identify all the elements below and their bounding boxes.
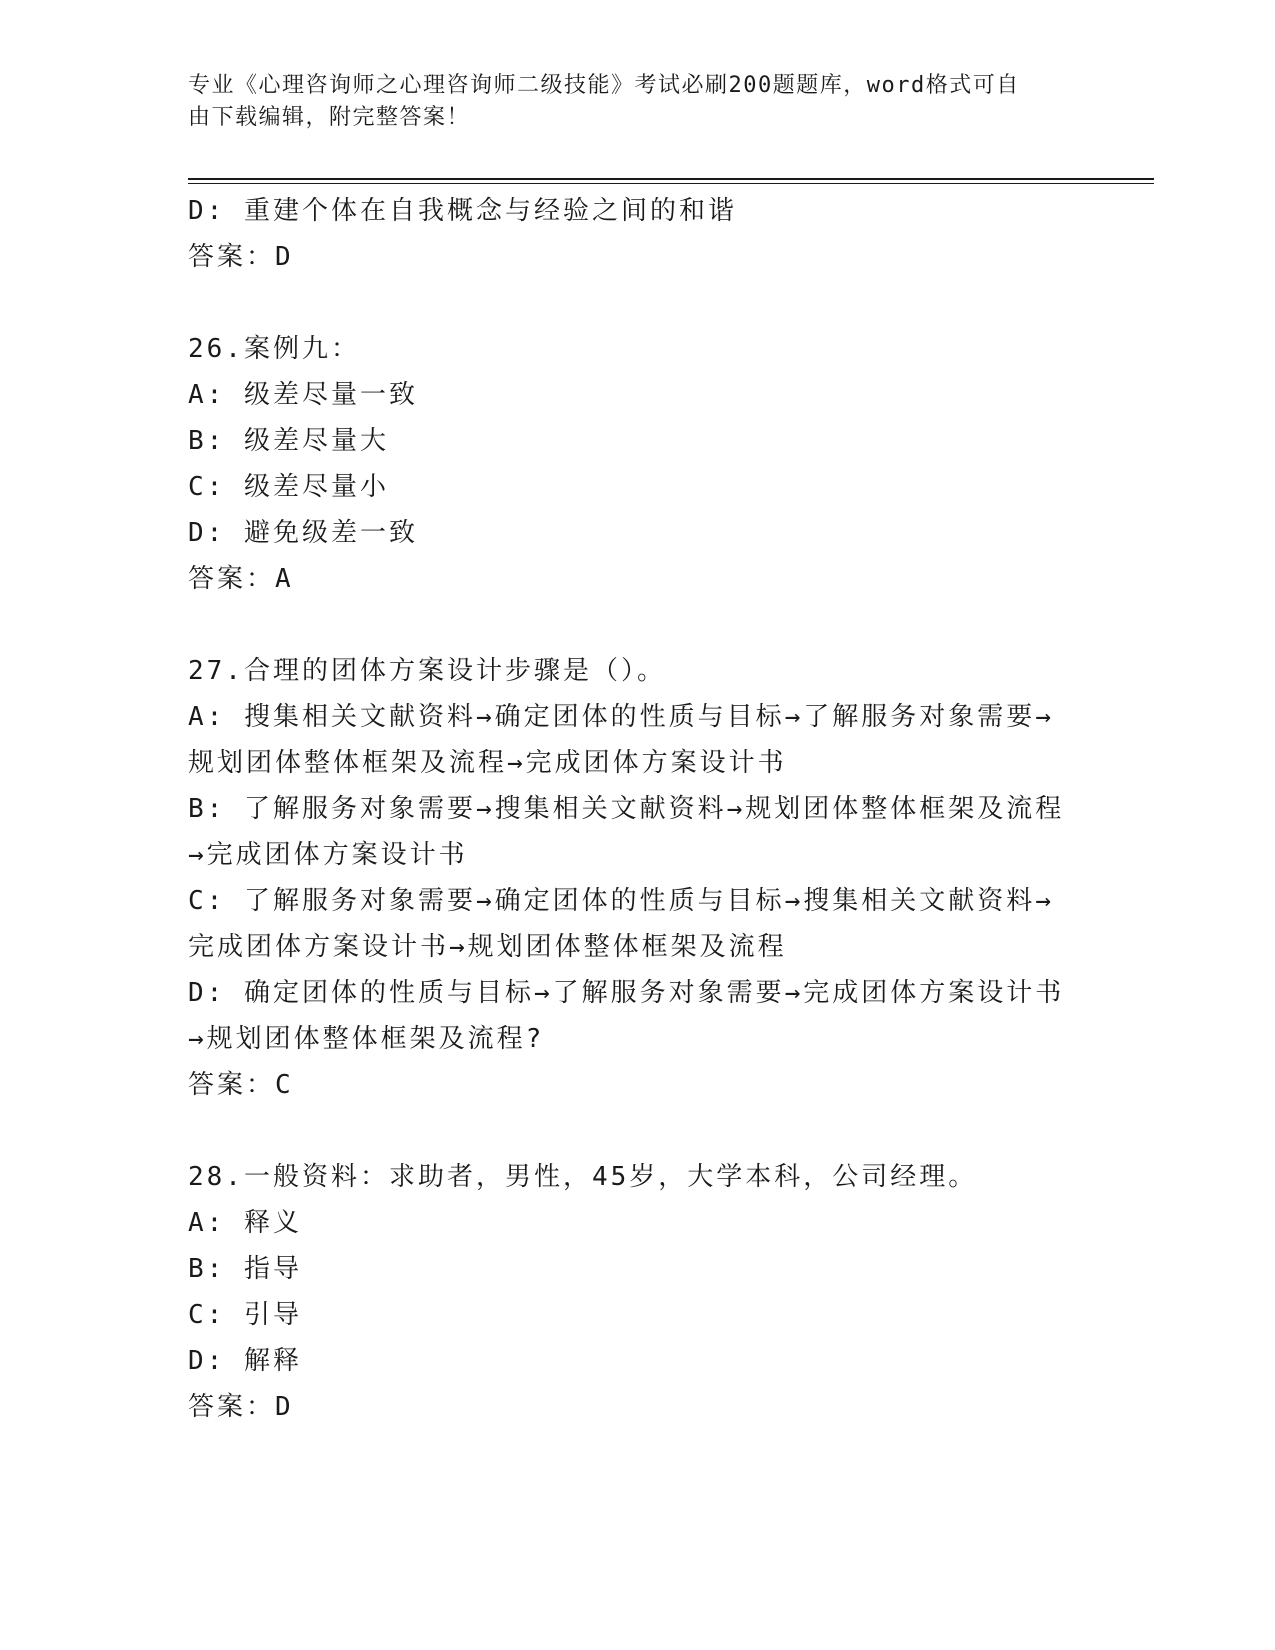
- answer: 答案：C: [188, 1070, 294, 1100]
- option-d: D: 避免级差一致: [188, 518, 418, 548]
- option-d-line-2: →规划团体整体框架及流程?: [188, 1024, 545, 1054]
- question-content: [188, 188, 1088, 1430]
- document-header: [188, 70, 1068, 134]
- option-d-line-1: D: 确定团体的性质与目标→了解服务对象需要→完成团体方案设计书: [188, 978, 1065, 1008]
- option-a: A: 释义: [188, 1208, 302, 1238]
- option-a-line-2: 规划团体整体框架及流程→完成团体方案设计书: [188, 748, 787, 778]
- header-line-2: 由下载编辑，附完整答案！: [188, 105, 471, 130]
- option-a-line-1: A: 搜集相关文献资料→确定团体的性质与目标→了解服务对象需要→: [188, 702, 1054, 732]
- question-stem: 26.案例九：: [188, 334, 360, 364]
- question-stem: 28.一般资料：求助者，男性，45岁，大学本科，公司经理。: [188, 1162, 978, 1192]
- header-divider-thick: [188, 178, 1154, 180]
- option-c-line-2: 完成团体方案设计书→规划团体整体框架及流程: [188, 932, 787, 962]
- spacer: [188, 602, 1088, 648]
- spacer: [188, 1108, 1088, 1154]
- question-27: [188, 648, 1088, 1108]
- option-b-line-1: B: 了解服务对象需要→搜集相关文献资料→规划团体整体框架及流程: [188, 794, 1065, 824]
- option-b-line-2: →完成团体方案设计书: [188, 840, 468, 870]
- question-26: [188, 326, 1088, 602]
- answer: 答案：D: [188, 1392, 294, 1422]
- option-c: C: 引导: [188, 1300, 302, 1330]
- option-c: C: 级差尽量小: [188, 472, 389, 502]
- option-c-line-1: C: 了解服务对象需要→确定团体的性质与目标→搜集相关文献资料→: [188, 886, 1054, 916]
- spacer: [188, 280, 1088, 326]
- option-d: D: 解释: [188, 1346, 302, 1376]
- question-stem: 27.合理的团体方案设计步骤是（）。: [188, 656, 666, 686]
- option-b: B: 指导: [188, 1254, 302, 1284]
- header-line-1: 专业《心理咨询师之心理咨询师二级技能》考试必刷200题题库，word格式可自: [188, 73, 1020, 98]
- prev-option-d: D: 重建个体在自我概念与经验之间的和谐: [188, 196, 737, 226]
- option-b: B: 级差尽量大: [188, 426, 389, 456]
- question-28: [188, 1154, 1088, 1430]
- option-a: A: 级差尽量一致: [188, 380, 418, 410]
- header-divider-thin: [188, 183, 1154, 184]
- prev-answer: 答案：D: [188, 242, 294, 272]
- answer: 答案：A: [188, 564, 294, 594]
